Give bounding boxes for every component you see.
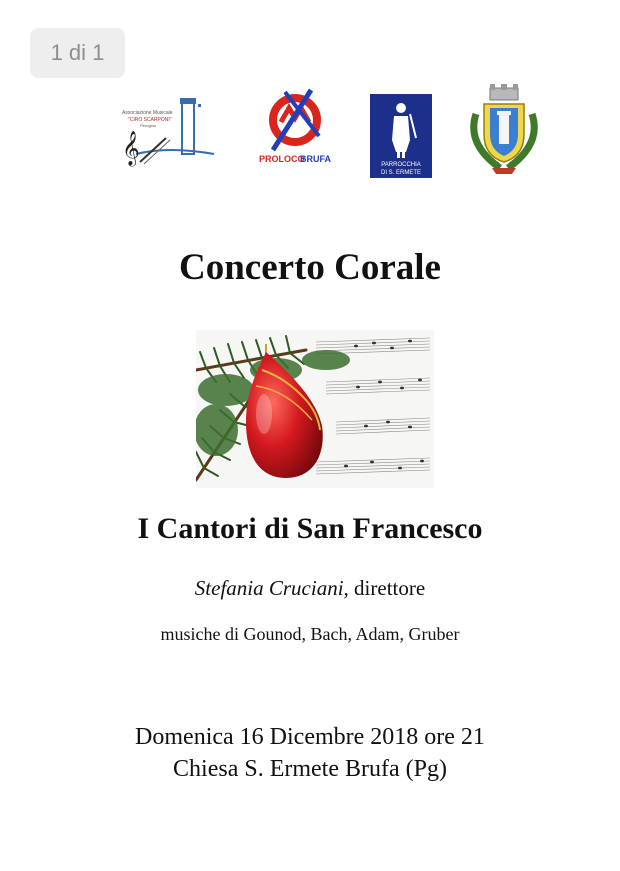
christmas-ornament-image xyxy=(196,330,434,488)
parrocchia-s-ermete-logo xyxy=(370,94,432,178)
event-location: Chiesa S. Ermete Brufa (Pg) xyxy=(173,756,447,782)
parrocchia-line1: PARROCCHIA xyxy=(381,162,421,168)
associazione-line1: Associazione Musicale xyxy=(122,110,173,116)
svg-text:𝄞: 𝄞 xyxy=(122,132,140,165)
proloco-text-2: BRUFA xyxy=(300,154,331,164)
associazione-line2: "CIRO SCARPONI" xyxy=(128,117,172,123)
music-composers: musiche di Gounod, Bach, Adam, Gruber xyxy=(160,624,460,644)
event-date: Domenica 16 Dicembre 2018 ore 21 xyxy=(135,724,485,750)
director-role: , direttore xyxy=(343,576,426,600)
parrocchia-line2: DI S. ERMETE xyxy=(380,170,422,176)
director-name: Stefania Cruciani xyxy=(194,576,344,600)
director-line xyxy=(0,576,620,601)
comune-coat-of-arms-logo xyxy=(462,84,546,176)
associazione-line3: Perugino xyxy=(140,123,157,128)
proloco-text-1: PROLOCO xyxy=(259,154,305,164)
associazione-musicale-logo xyxy=(118,92,218,167)
page-indicator[interactable]: 1 di 1 xyxy=(30,28,125,78)
concert-title: Concerto Corale xyxy=(179,247,441,288)
choir-name: I Cantori di San Francesco xyxy=(137,512,483,545)
proloco-brufa-logo xyxy=(255,88,335,170)
